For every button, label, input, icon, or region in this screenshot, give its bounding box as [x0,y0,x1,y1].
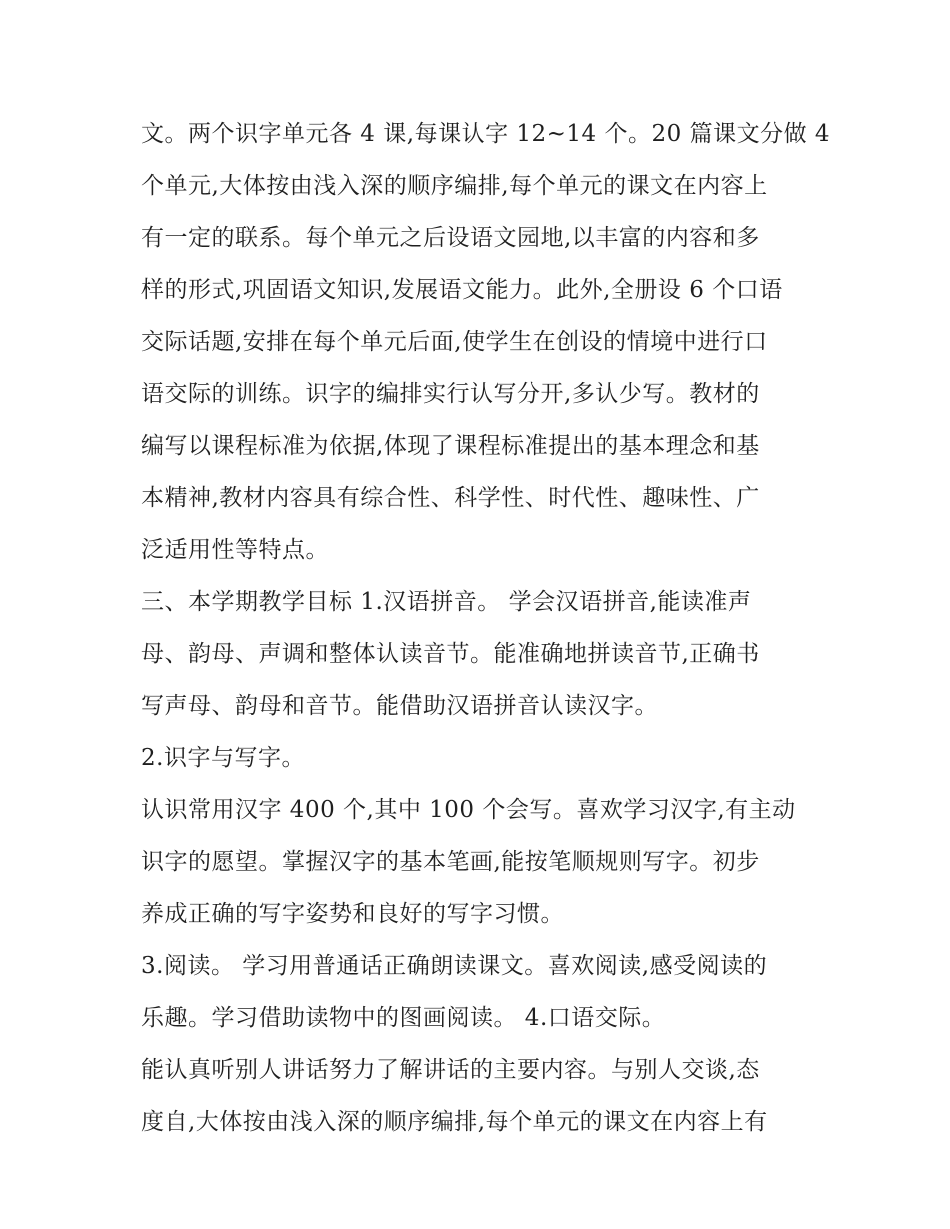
text-line: 泛适用性等特点。 [141,537,329,563]
document-body [141,108,831,1148]
text-line: 交际话题,安排在每个单元后面,使学生在创设的情境中进行口 [141,329,768,355]
text-line: 能认真听别人讲话努力了解讲话的主要内容。与别人交谈,态 [141,1057,760,1083]
text-line: 语交际的训练。识字的编排实行认写分开,多认少写。教材的 [141,381,760,407]
subheading-line: 2.识字与写字。 [141,745,305,771]
text-line: 乐趣。学习借助读物中的图画阅读。 4.口语交际。 [141,1005,666,1031]
text-line: 编写以课程标准为依据,体现了课程标准提出的基本理念和基 [141,433,760,459]
text-line: 母、韵母、声调和整体认读音节。能准确地拼读音节,正确书 [141,641,760,667]
text-line: 有一定的联系。每个单元之后设语文园地,以丰富的内容和多 [141,225,760,251]
text-line: 养成正确的写字姿势和良好的写字习惯。 [141,901,564,927]
text-line: 认识常用汉字 400 个,其中 100 个会写。喜欢学习汉字,有主动 [141,797,796,823]
text-line: 识字的愿望。掌握汉字的基本笔画,能按笔顺规则写字。初步 [141,849,760,875]
text-line: 个单元,大体按由浅入深的顺序编排,每个单元的课文在内容上 [141,173,768,199]
text-line: 本精神,教材内容具有综合性、科学性、时代性、趣味性、广 [141,485,760,511]
text-line: 度自,大体按由浅入深的顺序编排,每个单元的课文在内容上有 [141,1109,768,1135]
section-heading-line: 三、本学期教学目标 1.汉语拼音。 学会汉语拼音,能读准声 [141,589,752,615]
text-line: 文。两个识字单元各 4 课,每课认字 12~14 个。20 篇课文分做 4 [141,121,831,147]
text-line: 样的形式,巩固语文知识,发展语文能力。此外,全册设 6 个口语 [141,277,783,303]
text-line: 写声母、韵母和音节。能借助汉语拼音认读汉字。 [141,693,658,719]
subheading-line: 3.阅读。 学习用普通话正确朗读课文。喜欢阅读,感受阅读的 [141,953,768,979]
